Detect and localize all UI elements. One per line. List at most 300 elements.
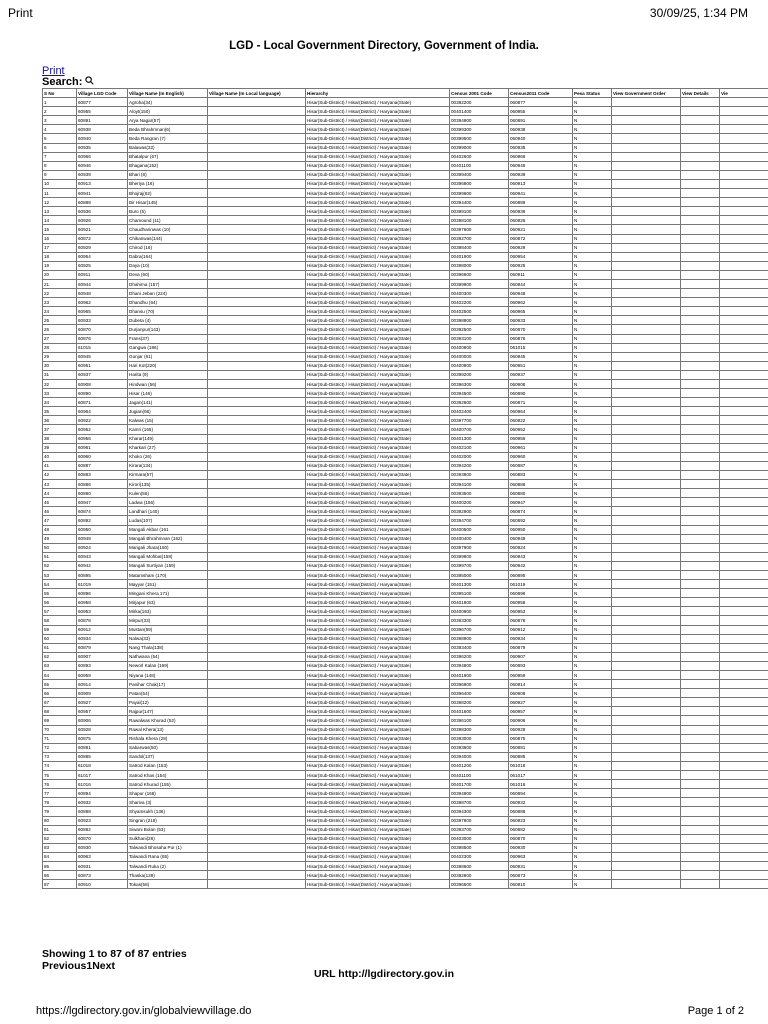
cell-census-2011: 060909 <box>509 689 573 698</box>
cell-hierarchy: Hisar(Sub-District) / Hisar(District) / Haryana(State) <box>306 434 450 443</box>
cell-local-name <box>208 616 306 625</box>
cell-view-details <box>681 370 720 379</box>
cell-view-order <box>612 698 681 707</box>
cell-census-2011: 060911 <box>509 270 573 279</box>
cell-view-order <box>612 807 681 816</box>
column-header[interactable]: View Government Order <box>612 89 681 98</box>
table-row <box>43 298 768 307</box>
cell-pesa-status: N <box>573 225 612 234</box>
cell-village-name: Talwandi Rana (65) <box>128 852 208 861</box>
cell-view-details <box>681 134 720 143</box>
cell-census-2011: 060925 <box>509 261 573 270</box>
cell-lgd-code: 60893 <box>77 661 128 670</box>
cell-pesa-status: N <box>573 552 612 561</box>
entries-info: Showing 1 to 87 of 87 entries <box>42 948 187 960</box>
cell-view-order <box>612 489 681 498</box>
cell-view-order <box>612 607 681 616</box>
cell-lgd-code: 60870 <box>77 834 128 843</box>
cell-view-details <box>681 534 720 543</box>
cell-view-details <box>681 216 720 225</box>
cell-census-2011: 060928 <box>509 725 573 734</box>
column-header[interactable]: Village Name (In English) <box>128 89 208 98</box>
cell-lgd-code: 60964 <box>77 407 128 416</box>
cell-view-order <box>612 789 681 798</box>
column-header[interactable]: Village Name (In Local language) <box>208 89 306 98</box>
cell-village-name: Gunjar (61) <box>128 352 208 361</box>
cell-view-order <box>612 425 681 434</box>
cell-sno: 12 <box>43 198 77 207</box>
cell-village-name: Mangali Bhrahmnan (162) <box>128 534 208 543</box>
cell-view-details <box>681 780 720 789</box>
cell-village-name: Bhari (8) <box>128 170 208 179</box>
cell-census-2011: 060960 <box>509 452 573 461</box>
cell-sno: 84 <box>43 852 77 861</box>
cell-census-2001: 00394700 <box>450 516 509 525</box>
cell-view-order <box>612 725 681 734</box>
cell-sno: 1 <box>43 98 77 107</box>
cell-sno: 72 <box>43 743 77 752</box>
cell-local-name <box>208 325 306 334</box>
cell-view-extra <box>720 616 768 625</box>
cell-lgd-code: 60946 <box>77 161 128 170</box>
table-row <box>43 461 768 470</box>
cell-view-details <box>681 807 720 816</box>
cell-hierarchy: Hisar(Sub-District) / Hisar(District) / Haryana(State) <box>306 389 450 398</box>
cell-lgd-code: 60888 <box>77 807 128 816</box>
cell-view-order <box>612 816 681 825</box>
cell-lgd-code: 60930 <box>77 843 128 852</box>
cell-census-2011: 060952 <box>509 425 573 434</box>
cell-view-extra <box>720 270 768 279</box>
cell-local-name <box>208 761 306 770</box>
cell-hierarchy: Hisar(Sub-District) / Hisar(District) / Haryana(State) <box>306 461 450 470</box>
cell-census-2001: 00401300 <box>450 434 509 443</box>
cell-view-details <box>681 161 720 170</box>
cell-hierarchy: Hisar(Sub-District) / Hisar(District) / Haryana(State) <box>306 443 450 452</box>
cell-census-2001: 00399700 <box>450 561 509 570</box>
cell-pesa-status: N <box>573 816 612 825</box>
cell-pesa-status: N <box>573 689 612 698</box>
cell-census-2001: 00393000 <box>450 734 509 743</box>
cell-view-order <box>612 825 681 834</box>
cell-lgd-code: 60913 <box>77 179 128 188</box>
cell-local-name <box>208 279 306 288</box>
cell-local-name <box>208 480 306 489</box>
cell-view-extra <box>720 198 768 207</box>
cell-census-2001: 00398800 <box>450 316 509 325</box>
table-row <box>43 825 768 834</box>
cell-view-details <box>681 725 720 734</box>
cell-local-name <box>208 816 306 825</box>
cell-view-details <box>681 461 720 470</box>
cell-view-extra <box>720 516 768 525</box>
cell-pesa-status: N <box>573 752 612 761</box>
cell-pesa-status: N <box>573 771 612 780</box>
cell-hierarchy: Hisar(Sub-District) / Hisar(District) / Haryana(State) <box>306 452 450 461</box>
cell-hierarchy: Hisar(Sub-District) / Hisar(District) / Haryana(State) <box>306 316 450 325</box>
cell-view-extra <box>720 116 768 125</box>
cell-view-extra <box>720 207 768 216</box>
search-icon[interactable] <box>85 76 94 88</box>
cell-sno: 46 <box>43 507 77 516</box>
cell-view-details <box>681 543 720 552</box>
cell-sno: 43 <box>43 480 77 489</box>
cell-sno: 39 <box>43 443 77 452</box>
table-row <box>43 643 768 652</box>
cell-view-details <box>681 743 720 752</box>
column-header[interactable]: Hierarchy <box>306 89 450 98</box>
cell-census-2001: 00393700 <box>450 825 509 834</box>
cell-hierarchy: Hisar(Sub-District) / Hisar(District) / Haryana(State) <box>306 334 450 343</box>
previous-button[interactable]: Previous <box>42 960 87 972</box>
cell-local-name <box>208 207 306 216</box>
cell-pesa-status: N <box>573 698 612 707</box>
cell-census-2011: 060963 <box>509 852 573 861</box>
cell-census-2011: 060965 <box>509 307 573 316</box>
cell-census-2011: 060957 <box>509 707 573 716</box>
cell-hierarchy: Hisar(Sub-District) / Hisar(District) / Haryana(State) <box>306 525 450 534</box>
table-row <box>43 189 768 198</box>
cell-lgd-code: 60942 <box>77 561 128 570</box>
cell-pesa-status: N <box>573 734 612 743</box>
cell-census-2001: 00392700 <box>450 234 509 243</box>
cell-lgd-code: 60896 <box>77 589 128 598</box>
cell-sno: 60 <box>43 634 77 643</box>
cell-census-2011: 060908 <box>509 380 573 389</box>
cell-view-extra <box>720 289 768 298</box>
table-row <box>43 834 768 843</box>
column-header[interactable]: Census 2001 Code <box>450 89 509 98</box>
cell-census-2001: 00402100 <box>450 443 509 452</box>
cell-census-2001: 00396700 <box>450 625 509 634</box>
cell-view-extra <box>720 880 768 889</box>
cell-view-extra <box>720 589 768 598</box>
table-row <box>43 871 768 880</box>
cell-pesa-status: N <box>573 207 612 216</box>
cell-census-2011: 060947 <box>509 498 573 507</box>
cell-sno: 4 <box>43 125 77 134</box>
cell-sno: 83 <box>43 843 77 852</box>
cell-local-name <box>208 625 306 634</box>
cell-village-name: Mangali Surtiyan (159) <box>128 561 208 570</box>
cell-hierarchy: Hisar(Sub-District) / Hisar(District) / Haryana(State) <box>306 825 450 834</box>
cell-sno: 70 <box>43 725 77 734</box>
print-link[interactable]: Print <box>42 65 65 77</box>
cell-census-2001: 00398300 <box>450 725 509 734</box>
cell-view-extra <box>720 489 768 498</box>
cell-sno: 34 <box>43 398 77 407</box>
cell-lgd-code: 60882 <box>77 825 128 834</box>
cell-local-name <box>208 607 306 616</box>
cell-view-details <box>681 580 720 589</box>
cell-local-name <box>208 825 306 834</box>
cell-local-name <box>208 416 306 425</box>
cell-lgd-code: 60963 <box>77 852 128 861</box>
table-row <box>43 452 768 461</box>
cell-census-2001: 00396500 <box>450 880 509 889</box>
cell-view-order <box>612 534 681 543</box>
cell-local-name <box>208 634 306 643</box>
cell-lgd-code: 60875 <box>77 734 128 743</box>
cell-census-2011: 060871 <box>509 398 573 407</box>
cell-view-details <box>681 525 720 534</box>
cell-view-details <box>681 552 720 561</box>
cell-view-extra <box>720 443 768 452</box>
cell-village-name: Shariva (3) <box>128 798 208 807</box>
cell-view-extra <box>720 634 768 643</box>
cell-pesa-status: N <box>573 170 612 179</box>
table-body <box>43 98 768 889</box>
table-row <box>43 880 768 889</box>
table-row <box>43 589 768 598</box>
table-row <box>43 179 768 188</box>
cell-view-details <box>681 189 720 198</box>
cell-view-order <box>612 352 681 361</box>
cell-census-2011: 060941 <box>509 189 573 198</box>
cell-sno: 81 <box>43 825 77 834</box>
cell-village-name: Kalwas (15) <box>128 416 208 425</box>
cell-village-name: Niyana (148) <box>128 671 208 680</box>
cell-hierarchy: Hisar(Sub-District) / Hisar(District) / Haryana(State) <box>306 470 450 479</box>
cell-sno: 14 <box>43 216 77 225</box>
cell-view-order <box>612 843 681 852</box>
cell-census-2011: 060888 <box>509 807 573 816</box>
column-header[interactable]: Village LGD Code <box>77 89 128 98</box>
cell-lgd-code: 60908 <box>77 380 128 389</box>
cell-view-order <box>612 498 681 507</box>
cell-view-extra <box>720 671 768 680</box>
cell-local-name <box>208 743 306 752</box>
cell-lgd-code: 61019 <box>77 580 128 589</box>
cell-local-name <box>208 134 306 143</box>
cell-pesa-status: N <box>573 243 612 252</box>
cell-view-extra <box>720 852 768 861</box>
cell-sno: 63 <box>43 661 77 670</box>
column-header[interactable]: S No <box>43 89 77 98</box>
table-row <box>43 125 768 134</box>
cell-view-extra <box>720 380 768 389</box>
cell-village-name: Kamri (165) <box>128 425 208 434</box>
cell-sno: 55 <box>43 589 77 598</box>
cell-village-name: Balawas(32) <box>128 143 208 152</box>
cell-view-extra <box>720 170 768 179</box>
cell-lgd-code: 60950 <box>77 525 128 534</box>
table-row <box>43 689 768 698</box>
cell-local-name <box>208 334 306 343</box>
cell-sno: 15 <box>43 225 77 234</box>
cell-census-2011: 060913 <box>509 179 573 188</box>
cell-sno: 52 <box>43 561 77 570</box>
cell-hierarchy: Hisar(Sub-District) / Hisar(District) / Haryana(State) <box>306 380 450 389</box>
cell-local-name <box>208 234 306 243</box>
cell-hierarchy: Hisar(Sub-District) / Hisar(District) / Haryana(State) <box>306 743 450 752</box>
cell-village-name: Mangali Mohbat(158) <box>128 552 208 561</box>
cell-census-2011: 060932 <box>509 798 573 807</box>
cell-lgd-code: 60873 <box>77 871 128 880</box>
cell-census-2011: 060872 <box>509 234 573 243</box>
cell-sno: 41 <box>43 461 77 470</box>
cell-pesa-status: N <box>573 789 612 798</box>
cell-village-name: Nang Thala(138) <box>128 643 208 652</box>
cell-pesa-status: N <box>573 443 612 452</box>
cell-local-name <box>208 270 306 279</box>
cell-hierarchy: Hisar(Sub-District) / Hisar(District) / Haryana(State) <box>306 152 450 161</box>
cell-pesa-status: N <box>573 234 612 243</box>
cell-pesa-status: N <box>573 134 612 143</box>
cell-census-2011: 060890 <box>509 389 573 398</box>
cell-village-name: Kulen(56) <box>128 489 208 498</box>
cell-view-details <box>681 761 720 770</box>
cell-lgd-code: 60906 <box>77 716 128 725</box>
cell-lgd-code: 60923 <box>77 816 128 825</box>
column-header[interactable]: Vie <box>720 89 768 98</box>
cell-pesa-status: N <box>573 198 612 207</box>
cell-view-details <box>681 843 720 852</box>
cell-census-2011: 060953 <box>509 607 573 616</box>
next-button[interactable]: Next <box>92 960 115 972</box>
cell-view-extra <box>720 707 768 716</box>
search-bar[interactable] <box>42 76 94 88</box>
cell-view-order <box>612 616 681 625</box>
table-row <box>43 470 768 479</box>
cell-hierarchy: Hisar(Sub-District) / Hisar(District) / Haryana(State) <box>306 880 450 889</box>
cell-local-name <box>208 316 306 325</box>
cell-sno: 87 <box>43 880 77 889</box>
cell-hierarchy: Hisar(Sub-District) / Hisar(District) / Haryana(State) <box>306 343 450 352</box>
cell-view-details <box>681 434 720 443</box>
cell-sno: 57 <box>43 607 77 616</box>
cell-village-name: Dhahima (157) <box>128 279 208 288</box>
cell-hierarchy: Hisar(Sub-District) / Hisar(District) / Haryana(State) <box>306 98 450 107</box>
table-row <box>43 252 768 261</box>
cell-census-2001: 00394400 <box>450 198 509 207</box>
cell-hierarchy: Hisar(Sub-District) / Hisar(District) / Haryana(State) <box>306 625 450 634</box>
cell-local-name <box>208 652 306 661</box>
cell-view-order <box>612 334 681 343</box>
column-header[interactable]: View Details <box>681 89 720 98</box>
table-row <box>43 771 768 780</box>
cell-local-name <box>208 470 306 479</box>
cell-lgd-code: 60926 <box>77 216 128 225</box>
cell-sno: 56 <box>43 598 77 607</box>
cell-view-extra <box>720 525 768 534</box>
table-row <box>43 480 768 489</box>
table-row <box>43 861 768 870</box>
cell-local-name <box>208 716 306 725</box>
cell-hierarchy: Hisar(Sub-District) / Hisar(District) / Haryana(State) <box>306 143 450 152</box>
cell-view-extra <box>720 143 768 152</box>
table-row <box>43 334 768 343</box>
cell-local-name <box>208 689 306 698</box>
cell-census-2001: 00398700 <box>450 798 509 807</box>
cell-census-2011: 060914 <box>509 680 573 689</box>
cell-view-extra <box>720 552 768 561</box>
cell-village-name: Beda Rangran (7) <box>128 134 208 143</box>
cell-pesa-status: N <box>573 307 612 316</box>
table-row <box>43 243 768 252</box>
cell-lgd-code: 60914 <box>77 680 128 689</box>
cell-lgd-code: 60874 <box>77 507 128 516</box>
cell-sno: 58 <box>43 616 77 625</box>
cell-hierarchy: Hisar(Sub-District) / Hisar(District) / Haryana(State) <box>306 798 450 807</box>
cell-sno: 86 <box>43 871 77 880</box>
cell-view-details <box>681 207 720 216</box>
cell-village-name: Chamound (11) <box>128 216 208 225</box>
cell-census-2011: 060889 <box>509 198 573 207</box>
cell-census-2001: 00393300 <box>450 616 509 625</box>
cell-sno: 32 <box>43 380 77 389</box>
page-1-button[interactable]: 1 <box>86 960 93 972</box>
cell-sno: 68 <box>43 707 77 716</box>
cell-census-2011: 060874 <box>509 507 573 516</box>
cell-sno: 7 <box>43 152 77 161</box>
cell-sno: 26 <box>43 325 77 334</box>
column-header[interactable]: Census2011 Code <box>509 89 573 98</box>
cell-sno: 47 <box>43 516 77 525</box>
cell-census-2001: 00401600 <box>450 707 509 716</box>
cell-view-details <box>681 170 720 179</box>
cell-sno: 23 <box>43 298 77 307</box>
cell-view-details <box>681 416 720 425</box>
cell-view-details <box>681 752 720 761</box>
cell-census-2011: 060934 <box>509 634 573 643</box>
cell-view-details <box>681 261 720 270</box>
cell-sno: 44 <box>43 489 77 498</box>
cell-hierarchy: Hisar(Sub-District) / Hisar(District) / Haryana(State) <box>306 270 450 279</box>
cell-view-order <box>612 880 681 889</box>
cell-census-2001: 00402600 <box>450 152 509 161</box>
cell-census-2011: 060951 <box>509 361 573 370</box>
cell-hierarchy: Hisar(Sub-District) / Hisar(District) / Haryana(State) <box>306 852 450 861</box>
cell-view-details <box>681 125 720 134</box>
cell-local-name <box>208 671 306 680</box>
cell-hierarchy: Hisar(Sub-District) / Hisar(District) / Haryana(State) <box>306 170 450 179</box>
cell-census-2011: 060885 <box>509 752 573 761</box>
table-row <box>43 570 768 579</box>
cell-sno: 62 <box>43 652 77 661</box>
cell-sno: 85 <box>43 861 77 870</box>
cell-view-details <box>681 443 720 452</box>
cell-census-2011: 060923 <box>509 816 573 825</box>
cell-village-name: Ludas(107) <box>128 516 208 525</box>
cell-pesa-status: N <box>573 598 612 607</box>
cell-view-details <box>681 634 720 643</box>
cell-sno: 5 <box>43 134 77 143</box>
cell-view-extra <box>720 698 768 707</box>
cell-lgd-code: 60887 <box>77 461 128 470</box>
cell-village-name: Thaska(139) <box>128 871 208 880</box>
cell-village-name: Agroha(34) <box>128 98 208 107</box>
cell-census-2011: 060883 <box>509 470 573 479</box>
cell-local-name <box>208 452 306 461</box>
cell-lgd-code: 60876 <box>77 334 128 343</box>
cell-village-name: Kirmara(57) <box>128 470 208 479</box>
cell-view-order <box>612 561 681 570</box>
cell-lgd-code: 60925 <box>77 261 128 270</box>
column-header[interactable]: Pesa Status <box>573 89 612 98</box>
cell-census-2001: 00393100 <box>450 334 509 343</box>
cell-view-extra <box>720 480 768 489</box>
cell-pesa-status: N <box>573 316 612 325</box>
cell-census-2001: 00401300 <box>450 580 509 589</box>
cell-view-extra <box>720 334 768 343</box>
cell-hierarchy: Hisar(Sub-District) / Hisar(District) / Haryana(State) <box>306 398 450 407</box>
cell-view-extra <box>720 771 768 780</box>
cell-hierarchy: Hisar(Sub-District) / Hisar(District) / Haryana(State) <box>306 634 450 643</box>
cell-view-details <box>681 671 720 680</box>
cell-census-2011: 060929 <box>509 243 573 252</box>
cell-view-order <box>612 407 681 416</box>
